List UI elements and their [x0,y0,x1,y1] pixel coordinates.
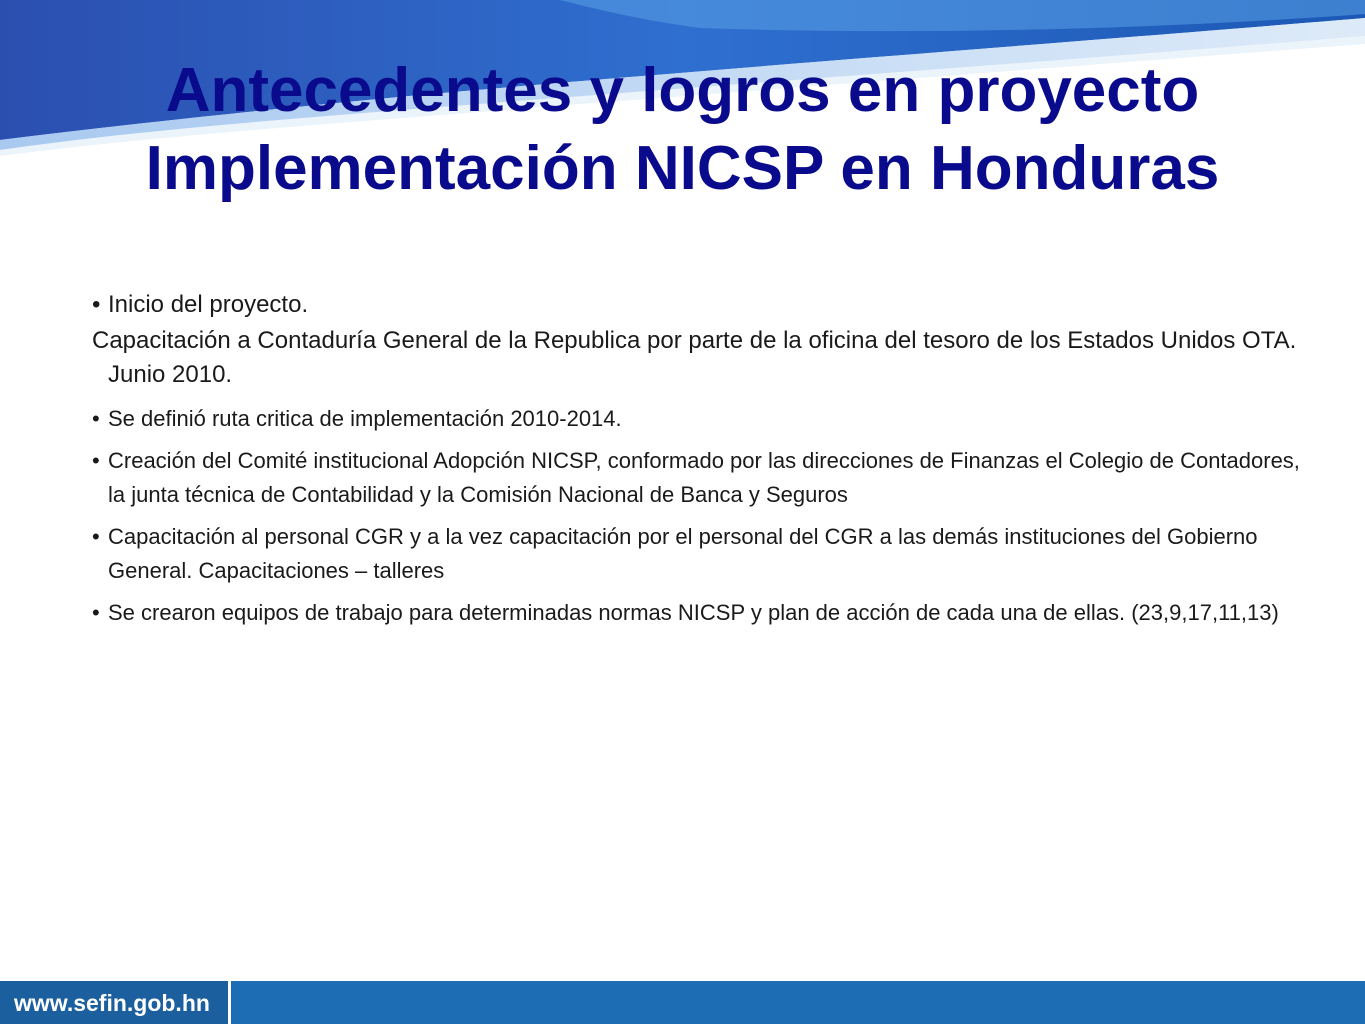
slide-title [0,52,1365,208]
footer-bar [0,981,1365,1024]
bullet-icon: • [92,406,100,431]
footer-url: www.sefin.gob.hn [14,990,210,1016]
body-paragraph: Capacitación a Contaduría General de la Republica por parte de la oficina del tesoro de los Estados Unidos OTA. Junio 2010. [92,327,1297,388]
bullet-item [92,596,1312,630]
footer-url-box [0,981,231,1024]
bullet-icon: • [92,448,100,473]
slide-title-line-2: Implementación NICSP en Honduras [145,134,1220,203]
bullet-item [92,402,1312,436]
bullet-icon: • [92,524,100,549]
bullet-item [92,520,1312,588]
bullet-text: Creación del Comité institucional Adopción NICSP, conformado por las direcciones de Finanzas el Colegio de Contadores, la junta técnica de Contabilidad y la Comisión Nacional de Banca y Seguros [108,448,1300,507]
bullet-item [92,444,1312,512]
slide-body [92,288,1312,638]
bullet-text: Se definió ruta critica de implementación 2010-2014. [108,406,622,431]
slide-title-line-1: Antecedentes y logros en proyecto [165,56,1200,125]
bullet-item [92,288,1312,322]
bullet-icon: • [92,600,100,625]
bullet-text: Capacitación al personal CGR y a la vez capacitación por el personal del CGR a las demás instituciones del Gobierno General. Capacitaciones – talleres [108,524,1258,583]
bullet-text: Inicio del proyecto. [108,291,309,318]
bullet-icon: • [92,291,101,318]
bullet-text: Se crearon equipos de trabajo para determinadas normas NICSP y plan de acción de cada una de ellas. (23,9,17,11,13) [108,600,1279,625]
